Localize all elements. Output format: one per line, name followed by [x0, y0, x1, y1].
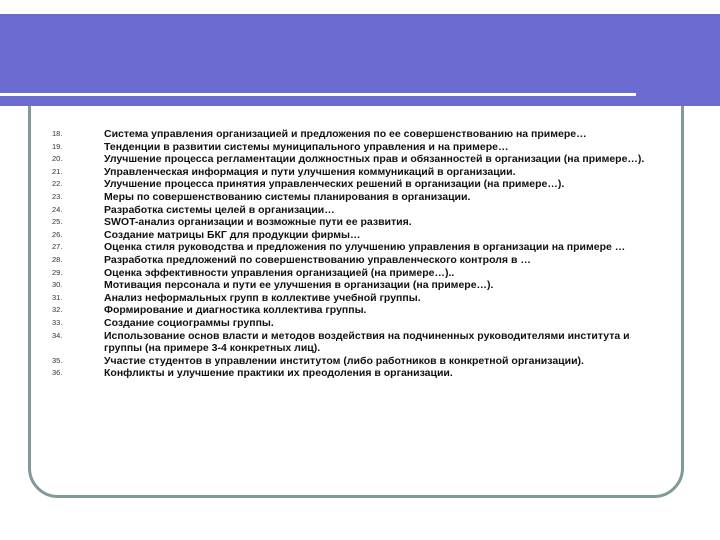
topic-text: Разработка предложений по совершенствованию управленческого контроля в … [104, 253, 531, 266]
topic-text: Анализ неформальных групп в коллективе учебной группы. [104, 291, 421, 304]
topic-number: 27. [52, 242, 63, 252]
topic-text: Меры по совершенствованию системы планирования в организации. [104, 190, 471, 203]
topic-text: Улучшение процесса регламентации должностных прав и обязанностей в организации (на примере…). [104, 153, 645, 166]
topic-text: Управленческая информация и пути улучшения коммуникаций в организации. [104, 165, 516, 178]
topic-text: Оценка эффективности управления организацией (на примере…).. [104, 266, 455, 279]
topic-number: 28. [52, 254, 63, 264]
topic-item-31 [52, 292, 667, 305]
topic-item-22 [52, 178, 667, 191]
header-rule [0, 93, 636, 96]
topic-number: 26. [52, 229, 63, 239]
topic-number: 21. [52, 166, 63, 176]
topic-number: 35. [52, 355, 63, 365]
topic-item-26 [52, 229, 667, 242]
topic-item-32 [52, 304, 667, 317]
topic-number: 30. [52, 280, 63, 290]
topic-number: 22. [52, 179, 63, 189]
topic-list [52, 128, 667, 380]
topic-number: 24. [52, 204, 63, 214]
topic-item-23 [52, 191, 667, 204]
topic-number: 33. [52, 317, 63, 327]
topic-number: 31. [52, 292, 63, 302]
topic-text: Разработка системы целей в организации… [104, 203, 335, 216]
topic-number: 34. [52, 330, 63, 340]
topic-item-25 [52, 216, 667, 229]
topic-text: SWOT-анализ организации и возможные пути ее развития. [104, 216, 412, 229]
topic-text: Участие студентов в управлении институтом (либо работников в конкретной организации). [104, 354, 584, 367]
topic-item-29 [52, 267, 667, 280]
topic-item-35 [52, 355, 667, 368]
topic-text: Создание социограммы группы. [104, 316, 274, 329]
topic-text: Конфликты и улучшение практики их преодоления в организации. [104, 367, 453, 380]
topic-text: Оценка стиля руководства и предложения по улучшению управления в организации на примере … [104, 241, 626, 254]
topic-item-36 [52, 367, 667, 380]
topic-text: Создание матрицы БКГ для продукции фирмы… [104, 228, 361, 241]
topic-item-19 [52, 141, 667, 154]
topic-item-33 [52, 317, 667, 330]
topic-item-21 [52, 166, 667, 179]
topic-item-18 [52, 128, 667, 141]
topic-number: 18. [52, 129, 63, 138]
topic-text: Улучшение процесса принятия управленческих решений в организации (на примере…). [104, 178, 565, 191]
topic-item-30 [52, 279, 667, 292]
topic-item-24 [52, 204, 667, 217]
topic-text: Использование основ власти и методов воздействия на подчиненных руководителями института и группы (на примере 3-4 конкретных лиц). [104, 329, 630, 355]
topic-item-28 [52, 254, 667, 267]
topic-number: 36. [52, 368, 63, 378]
topic-number: 20. [52, 154, 63, 164]
topic-number: 29. [52, 267, 63, 277]
topic-number: 19. [52, 141, 63, 151]
topic-text: Тенденции в развитии системы муниципального управления и на примере… [104, 140, 509, 153]
topic-item-27 [52, 241, 667, 254]
topic-number: 23. [52, 191, 63, 201]
topic-item-34 [52, 330, 667, 355]
topic-number: 25. [52, 217, 63, 227]
topic-item-20 [52, 153, 667, 166]
topic-text: Мотивация персонала и пути ее улучшения в организации (на примере…). [104, 279, 494, 292]
topic-text: Формирование и диагностика коллектива группы. [104, 304, 367, 317]
topic-text: Система управления организацией и предложения по ее совершенствованию на примере… [104, 128, 587, 140]
topic-number: 32. [52, 305, 63, 315]
